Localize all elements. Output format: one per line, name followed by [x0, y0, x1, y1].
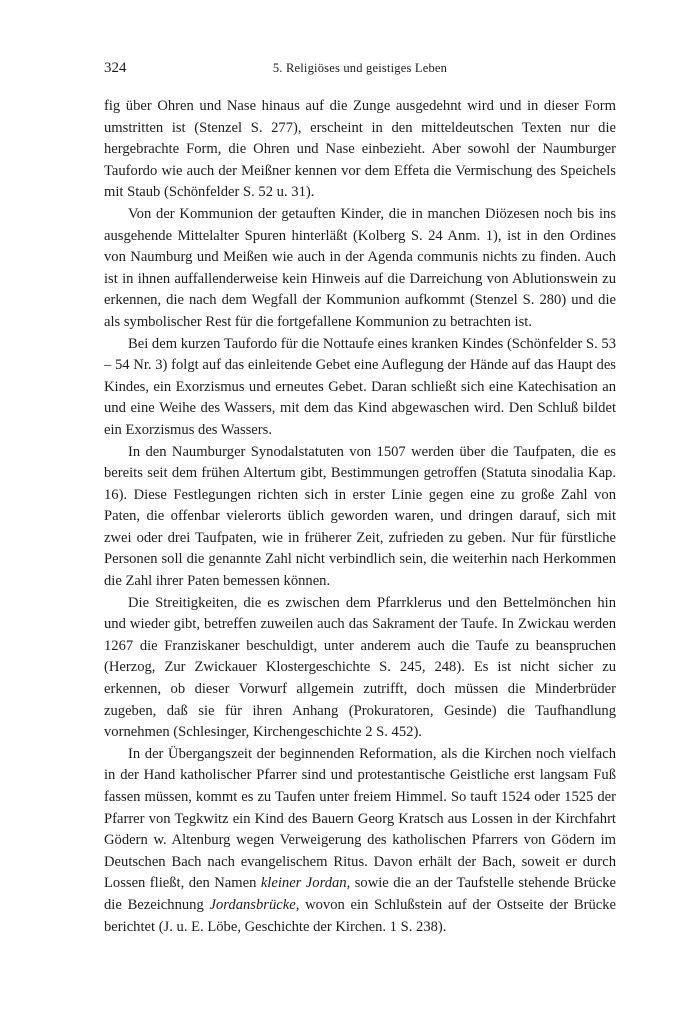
page-number: 324	[104, 60, 127, 76]
paragraph-communion: Von der Kommunion der getauften Kinder, die in manchen Diözesen noch bis ins ausgehende Mittelalter Spuren hinterläßt (Kolberg S. 24 Anm. 1), ist in den Ordines von Naumburg und Meißen wie auch in der Agenda communis nichts zu finden. Auch ist in ihnen auffallenderweise kein Hinweis auf die Darreichung von Ablutionswein zu erkennen, die nach dem Wegfall der Kommunion aufkommt (Stenzel S. 280) und die als symbolischer Rest für die fortgefallene Kommunion zu betrachten ist.	[104, 205, 616, 330]
italic-term-kleiner-jordan: kleiner Jordan	[260, 875, 347, 892]
chapter-title: 5. Religiöses und geistiges Leben	[272, 61, 448, 75]
paragraph-godparents: In den Naumburger Synodalstatuten von 1507 werden über die Taufpaten, die es bereits seit dem frühen Altertum gibt, Bestimmungen getroffen (Statuta sinodalia Kap. 16). Diese Festlegungen richten sich in erster Linie gegen eine zu große Zahl von Paten, die offenbar vielerorts üblich geworden waren, und dringen darauf, sich mit zwei oder drei Taufpaten, wie in früherer Zeit, zufrieden zu geben. Nur für fürstliche Personen soll die genannte Zahl nicht verbindlich sein, die weiterhin nach Herkommen die Zahl ihrer Paten bemessen können.	[104, 443, 616, 590]
body-text	[104, 96, 616, 938]
text-run: , sowie die an der Taufstelle stehende Brücke die Bezeichnung	[104, 875, 616, 913]
italic-term-jordansbruecke: Jordansbrücke	[209, 896, 296, 913]
paragraph-emergency-baptism: Bei dem kurzen Taufordo für die Nottaufe eines kranken Kindes (Schönfelder S. 53 – 54 Nr. 3) folgt auf das einleitende Gebet eine Auflegung der Hände auf das Haupt des Kindes, ein Exorzismus und erneutes Gebet. Daran schließt sich eine Katechisation an und eine Weihe des Wassers, mit dem das Kind abgewaschen wird. Den Schluß bildet ein Exorzismus des Wassers.	[104, 335, 616, 438]
paragraph-disputes: Die Streitigkeiten, die es zwischen dem Pfarrklerus und den Bettelmönchen hin und wieder gibt, betreffen zuweilen auch das Sakrament der Taufe. In Zwickau werden 1267 die Franziskaner beschuldigt, unter anderem auch die Taufe zu beanspruchen (Herzog, Zur Zwickauer Klostergeschichte S. 245, 248). Es ist nicht sicher zu erkennen, ob dieser Vorwurf allgemein zutrifft, doch müssen die Minderbrüder zugeben, daß sie für ihren Anhang (Prokuratoren, Gesinde) die Taufhandlung vornehmen (Schlesinger, Kirchengeschichte 2 S. 452).	[104, 594, 616, 741]
paragraph-continuation: fig über Ohren und Nase hinaus auf die Zunge ausgedehnt wird und in dieser Form umstritten ist (Stenzel S. 277), erscheint in den mitteldeutschen Texten nur die hergebrachte Form, die Ohren und Nase einbezieht. Aber sowohl der Naumburger Taufordo wie auch der Meißner kennen vor dem Effeta die Vermischung des Speichels mit Staub (Schönfelder S. 52 u. 31).	[104, 98, 616, 201]
paragraph-reformation	[104, 744, 616, 938]
text-run: In der Übergangszeit der beginnenden Reformation, als die Kirchen noch vielfach in der Hand katholischer Pfarrer sind und protestantische Geistliche erst langsam Fuß fassen müssen, kommt es zu Taufen unter freiem Himmel. So tauft 1524 oder 1525 der Pfarrer von Tegkwitz ein Kind des Bauern Georg Kratsch aus Lossen in der Kirchfahrt Gödern w. Altenburg wegen Verweigerung des katholischen Pfarrers von Gödern im Deutschen Bach nach evangelischem Ritus. Davon erhält der Bach, soweit er durch Lossen fließt, den Namen	[104, 745, 616, 892]
text-run: , wovon ein Schlußstein auf der Ostseite der Brücke berichtet (J. u. E. Löbe, Geschichte der Kirchen. 1 S. 238).	[104, 896, 616, 935]
running-header	[104, 60, 616, 80]
